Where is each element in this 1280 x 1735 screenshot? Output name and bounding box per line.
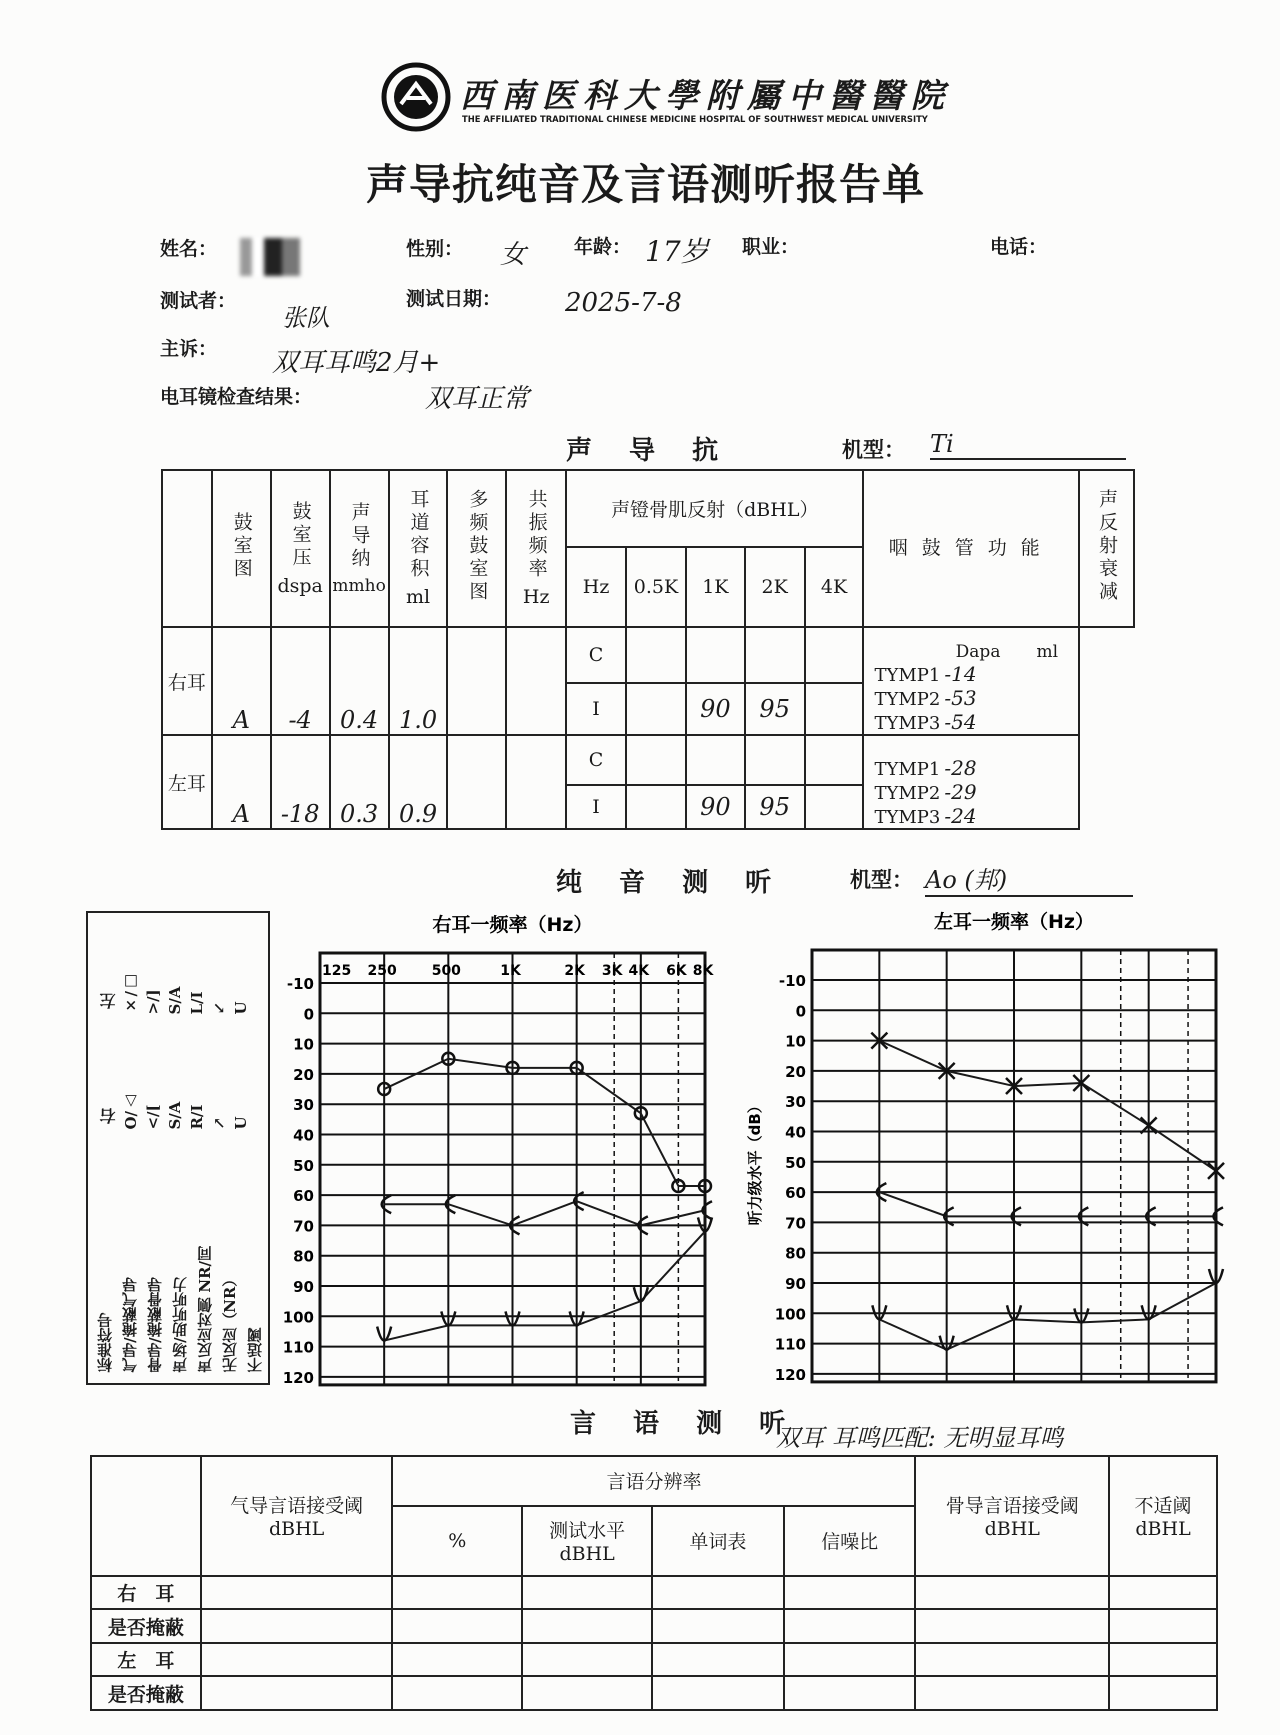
y-tick-label: 90 [785,1275,806,1293]
x-tick-label: 2K [564,963,585,979]
x-tick-label: 125 [322,963,352,979]
gender-label: 性别： [406,238,464,260]
impedance-table [161,469,1135,830]
legend-item: O/△ [122,1093,140,1130]
series-line-bone [384,1201,705,1225]
speech-row [91,1576,1217,1610]
pure-tone-model-label: 机型： [850,867,913,892]
tymp-label: TYMP2 [874,689,941,710]
speech-row-label: 左 耳 [91,1643,201,1677]
legend-item: U [232,1116,250,1130]
y-tick-label: 70 [293,1217,314,1236]
tymp-value: -29 [944,780,977,804]
speech-row [91,1643,1217,1677]
tymp-readings [863,627,1079,735]
legend-right-symbols [96,1108,122,1124]
speech-note: 双耳 耳鸣匹配: 无明显耳鸣 [776,1424,1064,1452]
reflex-c-value [745,735,805,785]
ear-label: 左耳 [162,735,212,829]
tymp-value: -53 [944,686,977,710]
y-tick-label: 110 [282,1338,314,1357]
legend-item: 骨导/掩蔽骨导 [146,1277,164,1373]
y-tick-label: 20 [293,1065,314,1084]
reflex-header: 声镫骨肌反射（dBHL） [566,470,863,547]
freq-header: 1K [686,547,745,627]
y-tick-label: 80 [293,1247,314,1266]
y-axis-label: 听力级水平（dB） [746,1098,764,1226]
reflex-c-value [686,627,745,683]
resonance-unit: Hz [522,586,550,608]
gender-value: 女 [500,240,527,270]
y-tick-label: 90 [293,1278,314,1296]
pressure-value: -4 [271,627,330,735]
y-tick-label: 100 [774,1305,806,1324]
y-tick-label: 80 [785,1244,806,1263]
age-label: 年龄： [574,236,632,258]
legend-item: S/A [166,1101,184,1130]
pressure-header: 鼓室压 [289,500,312,570]
y-tick-label: 30 [293,1096,314,1115]
impedance-heading: 声 导 抗 [566,436,733,466]
ml-label: ml [1036,642,1059,662]
x-tick-label: 6K [666,963,687,979]
audiogram-title: 左耳一频率（Hz） [934,911,1094,933]
speech-row [91,1676,1217,1710]
reflex-c-value [686,735,745,785]
series-line-ucl [879,1283,1216,1350]
legend-item: 声场/助听听力 [171,1277,189,1373]
legend-item: </[ [144,1104,162,1130]
y-tick-label: 40 [293,1126,314,1145]
legend-item: S/A [166,986,184,1015]
reflex-c-value [745,627,805,683]
tymp-header: 鼓室图 [230,511,253,581]
et-function-header: 咽鼓管功能 [863,470,1079,627]
volume-header: 耳道容积 [407,489,430,581]
level-header: 测试水平 [549,1520,626,1543]
date-label: 测试日期： [406,288,502,310]
name-redacted [240,238,300,276]
y-tick-label: 100 [282,1308,314,1327]
legend-item: U [232,1001,250,1015]
y-tick-label: 0 [795,1002,806,1021]
phone-label: 电话： [990,236,1048,258]
tymp-value: -28 [944,756,977,780]
ipsi-contra-i: I [566,785,626,829]
srt-air-unit: dBHL [268,1518,325,1541]
reflex-c-value [626,627,686,683]
ucl-unit: dBHL [1135,1518,1191,1541]
srt-bone-header: 骨导言语接受阈 [945,1495,1079,1518]
reflex-decay-header: 声反射衰减 [1095,488,1118,604]
x-tick-label: 4K [628,963,650,979]
volume-value: 1.0 [389,627,448,735]
level-unit: dBHL [559,1543,615,1566]
pure-tone-heading: 纯 音 测 听 [556,868,786,898]
speech-row-label: 右 耳 [91,1576,201,1610]
tymp-type: A [212,627,271,735]
job-label: 职业： [742,236,800,258]
complaint-value: 双耳耳鸣2月+ [272,348,441,378]
speech-row-label: 是否掩蔽 [91,1676,201,1710]
impedance-model-value: Ti [930,430,1126,460]
otoscope-value: 双耳正常 [425,384,530,414]
date-value: 2025-7-8 [565,288,682,318]
y-tick-label: 120 [282,1368,314,1387]
tymp-readings [863,735,1079,829]
legend-item: 声反应对侧 NR/同 [196,1246,214,1373]
tester-value: 张队 [282,304,330,332]
pressure-value: -18 [271,735,330,829]
admittance-unit: mmho [332,575,386,596]
ipsi-contra-i: I [566,683,626,735]
x-tick-label: 250 [367,963,397,979]
otoscope-label: 电耳镜检查结果： [160,386,313,408]
resonance-header: 共振频率 [525,489,548,581]
hz-header: Hz [566,547,626,627]
right-ear-audiogram [282,905,720,1390]
reflex-c-value [626,735,686,785]
admittance-value: 0.4 [330,627,389,735]
legend-item: R/I [188,1104,206,1130]
tymp-label: TYMP3 [874,807,941,828]
reflex-i-value: 95 [745,683,805,735]
tymp-label: TYMP1 [874,665,941,686]
name-label: 姓名： [160,238,218,260]
ucl-header: 不适阈 [1134,1495,1192,1518]
legend-right-title: 右 [99,1108,118,1124]
reflex-i-value [805,683,864,735]
legend-item: ×/□ [122,973,140,1015]
wordlist-header: 单词表 [652,1506,784,1576]
legend-item: >/] [144,989,162,1015]
y-tick-label: 60 [293,1187,314,1206]
legend-left-title: 左 [99,993,118,1009]
legend-item: ↗ [210,1116,228,1130]
volume-value: 0.9 [389,735,448,829]
reflex-i-value [626,785,686,829]
speech-table [90,1455,1218,1711]
y-tick-label: 30 [785,1093,806,1112]
impedance-row [162,627,1134,683]
speech-row-label: 是否掩蔽 [91,1609,201,1643]
tymp-value: -14 [944,662,977,686]
reflex-i-value [805,785,864,829]
y-tick-label: 50 [293,1156,314,1175]
tymp-value: -24 [944,804,977,828]
y-tick-label: 110 [774,1335,806,1354]
snr-header: 信噪比 [784,1506,916,1576]
reflex-i-value: 95 [745,785,805,829]
reflex-c-value [805,735,864,785]
series-line-air [879,1041,1216,1171]
freq-header: 0.5K [626,547,686,627]
hospital-name-en: THE AFFILIATED TRADITIONAL CHINESE MEDICINE HOSPITAL OF SOUTHWEST MEDICAL UNIVERSITY [462,114,928,124]
ear-header-cell [162,470,212,627]
series-line-bone [879,1192,1216,1216]
admittance-value: 0.3 [330,735,389,829]
tymp-label: TYMP1 [874,759,941,780]
y-tick-label: 10 [293,1035,314,1054]
series-line-air [384,1059,705,1186]
hospital-logo [381,62,451,132]
ipsi-contra-c: C [566,735,626,785]
y-tick-label: 50 [785,1153,806,1172]
y-tick-label: 40 [785,1123,806,1142]
ipsi-contra-c: C [566,627,626,683]
srt-air-header: 气导言语接受阈 [230,1495,364,1518]
impedance-model-label: 机型： [842,437,905,462]
discrimination-header: 言语分辨率 [392,1456,915,1506]
legend-item: 无反应（NR） [221,1271,239,1373]
srt-bone-unit: dBHL [984,1518,1040,1541]
y-tick-label: 0 [303,1005,314,1024]
legend-item: 气导/掩蔽气导 [121,1277,139,1373]
tymp-label: TYMP3 [874,713,941,734]
symbol-legend [86,911,270,1385]
y-tick-label: 20 [785,1062,806,1081]
speech-row [91,1609,1217,1643]
freq-header: 4K [805,547,864,627]
multifreq-header: 多频鼓室图 [466,488,489,604]
hospital-name-cn: 西南医科大學附屬中醫醫院 [460,76,952,115]
legend-item: 不适阈 [246,1328,264,1373]
freq-header: 2K [745,547,805,627]
volume-unit: ml [405,586,431,608]
ear-label: 右耳 [162,627,212,735]
percent-header: % [392,1506,522,1576]
legend-item: ↙ [210,1001,228,1015]
audiogram-title: 右耳一频率（Hz） [432,914,593,936]
dapa-label: Dapa [955,642,1001,662]
reflex-i-value: 90 [686,785,745,829]
legend-left-symbols [96,993,122,1009]
legend-item: L/I [188,991,206,1015]
y-tick-label: -10 [286,975,314,993]
speech-heading: 言 语 测 听 [570,1409,800,1439]
y-tick-label: -10 [778,972,806,990]
tymp-label: TYMP2 [874,783,941,804]
pure-tone-model-value: Ao (邦) [925,860,1133,897]
left-ear-audiogram [740,905,1230,1390]
y-tick-label: 120 [774,1365,806,1384]
tester-label: 测试者： [160,290,237,312]
complaint-label: 主诉： [160,338,218,360]
tymp-value: -54 [944,710,977,734]
x-tick-label: 1K [500,963,521,979]
age-value: 17岁 [645,235,709,268]
tymp-type: A [212,735,271,829]
y-tick-label: 10 [785,1032,806,1051]
legend-item: 标准符号 [96,1313,114,1373]
impedance-row [162,735,1134,785]
pressure-unit: dspa [277,574,323,597]
reflex-i-value [626,683,686,735]
x-tick-label: 3K [601,963,623,979]
admittance-header: 声导纳 [348,501,371,571]
x-tick-label: 8K [692,963,714,979]
reflex-i-value: 90 [686,683,745,735]
x-tick-label: 500 [431,963,461,979]
y-tick-label: 60 [785,1184,806,1203]
reflex-c-value [805,627,864,683]
report-title: 声导抗纯音及言语测听报告单 [366,160,926,209]
y-tick-label: 70 [785,1214,806,1233]
